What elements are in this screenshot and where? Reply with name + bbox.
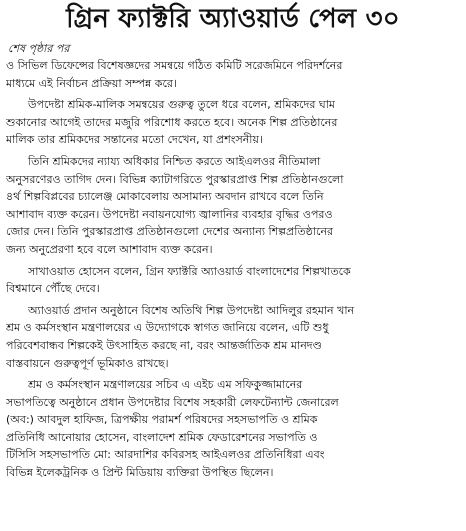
paragraph-line: পরিবেশবান্ধব শিল্পকেই উৎসাহিত করছে না, বরং আন্তর্জাতিক শ্রম মানদণ্ড: [6, 338, 322, 352]
paragraph-line: মালিক তার শ্রমিকদের সন্তানের মতো দেখেন, যা প্রশংসনীয়।: [6, 133, 263, 147]
paragraph-line: উপদেষ্টা শ্রমিক-মালিক সমন্বয়ের গুরুত্ব তুলে ধরে বলেন, শ্রমিকদের ঘাম: [28, 98, 336, 112]
paragraph-line: টিসিসি সহসভাপতি মো: আরদাশির কবিরসহ আইএলওর প্রতিনিধিরা এবং: [6, 448, 325, 462]
paragraph-line: জন্য অনুপ্রেরণা হবে বলে আশাবাদ ব্যক্ত করেন।: [6, 242, 213, 256]
paragraph-line: বাস্তবায়নে গুরুত্বপূর্ণ ভূমিকাও রাখছে।: [6, 356, 169, 370]
paragraph-line: জোর দেন। তিনি পুরস্কারপ্রাপ্ত প্রতিষ্ঠানগুলো দেশের অন্যান্য শিল্পপ্রতিষ্ঠানের: [6, 225, 334, 239]
paragraph-5: [6, 302, 460, 372]
paragraph-line: সাখাওয়াত হোসেন বলেন, গ্রিন ফ্যাক্টরি অ্যাওয়ার্ড বাংলাদেশের শিল্পখাতকে: [28, 264, 351, 278]
paragraph-line: তিনি শ্রমিকদের ন্যায্য অধিকার নিশ্চিত করতে আইএলওর নীতিমালা: [28, 154, 321, 168]
paragraph-line: বিভিন্ন ইলেকট্রনিক ও প্রিন্ট মিডিয়ায় ব্যক্তিরা উপস্থিত ছিলেন।: [6, 466, 274, 480]
paragraph-4: [6, 263, 460, 298]
paragraph-3: [6, 153, 460, 259]
paragraph-line: শুকানোর আগেই তাদের মজুরি পরিশোধ করতে হবে। অনেক শিল্প প্রতিষ্ঠানের: [6, 115, 338, 129]
paragraph-line: মাধ্যমে এই নির্বাচন প্রক্রিয়া সম্পন্ন করে।: [6, 76, 177, 90]
paragraph-line: বিশ্বমানে পৌঁছে দেবে।: [6, 282, 100, 296]
paragraph-line: ৪র্থ শিল্পবিপ্লবের চ্যালেঞ্জ মোকাবেলায় অসামান্য অবদান রাখবে বলে তিনি: [6, 190, 324, 204]
paragraph-line: অ্যাওয়ার্ড প্রদান অনুষ্ঠানে বিশেষ অতিথি শিল্প উপদেষ্টা আদিলুর রহমান খান: [28, 303, 355, 317]
paragraph-line: শ্রম ও কর্মসংস্থান মন্ত্রণালয়ের সচিব এ এইচ এম সফিকুজ্জামানের: [28, 378, 303, 392]
paragraph-line: প্রতিনিধি আনোয়ার হোসেন, বাংলাদেশ শ্রমিক ফেডারেশনের সভাপতি ও: [6, 430, 318, 444]
paragraph-line: সভাপতিত্বে অনুষ্ঠানে প্রধান উপদেষ্টার বিশেষ সহকারী লেফটেন্যান্ট জেনারেল: [6, 395, 339, 409]
continued-from-label: শেষ পৃষ্ঠার পর: [8, 42, 70, 55]
paragraph-6: [6, 376, 460, 482]
paragraph-line: শ্রম ও কর্মসংস্থান মন্ত্রণালয়ের এ উদ্যোগকে স্বাগত জানিয়ে বলেন, এটি শুধু: [6, 321, 329, 335]
paragraph-line: (অব:) আবদুল হাফিজ, ত্রিপক্ষীয় পরামর্শ পরিষদের সহসভাপতি ও শ্রমিক: [6, 413, 318, 427]
article-headline: গ্রিন ফ্যাক্টরি অ্যাওয়ার্ড পেল ৩০: [66, 4, 400, 34]
paragraph-line: আশাবাদ ব্যক্ত করেন। উপদেষ্টা নবায়নযোগ্য জ্বালানির ব্যবহার বৃদ্ধির ওপরও: [6, 207, 333, 221]
paragraph-1: [6, 57, 460, 92]
paragraph-line: অনুসরণেরও তাগিদ দেন। বিভিন্ন ক্যাটাগরিতে পুরস্কারপ্রাপ্ত শিল্প প্রতিষ্ঠানগুলো: [6, 172, 344, 186]
paragraph-2: [6, 96, 460, 149]
paragraph-line: ও সিভিল ডিফেন্সের বিশেষজ্ঞদের সমন্বয়ে গঠিত কমিটি সরেজমিনে পরিদর্শনের: [6, 59, 343, 72]
